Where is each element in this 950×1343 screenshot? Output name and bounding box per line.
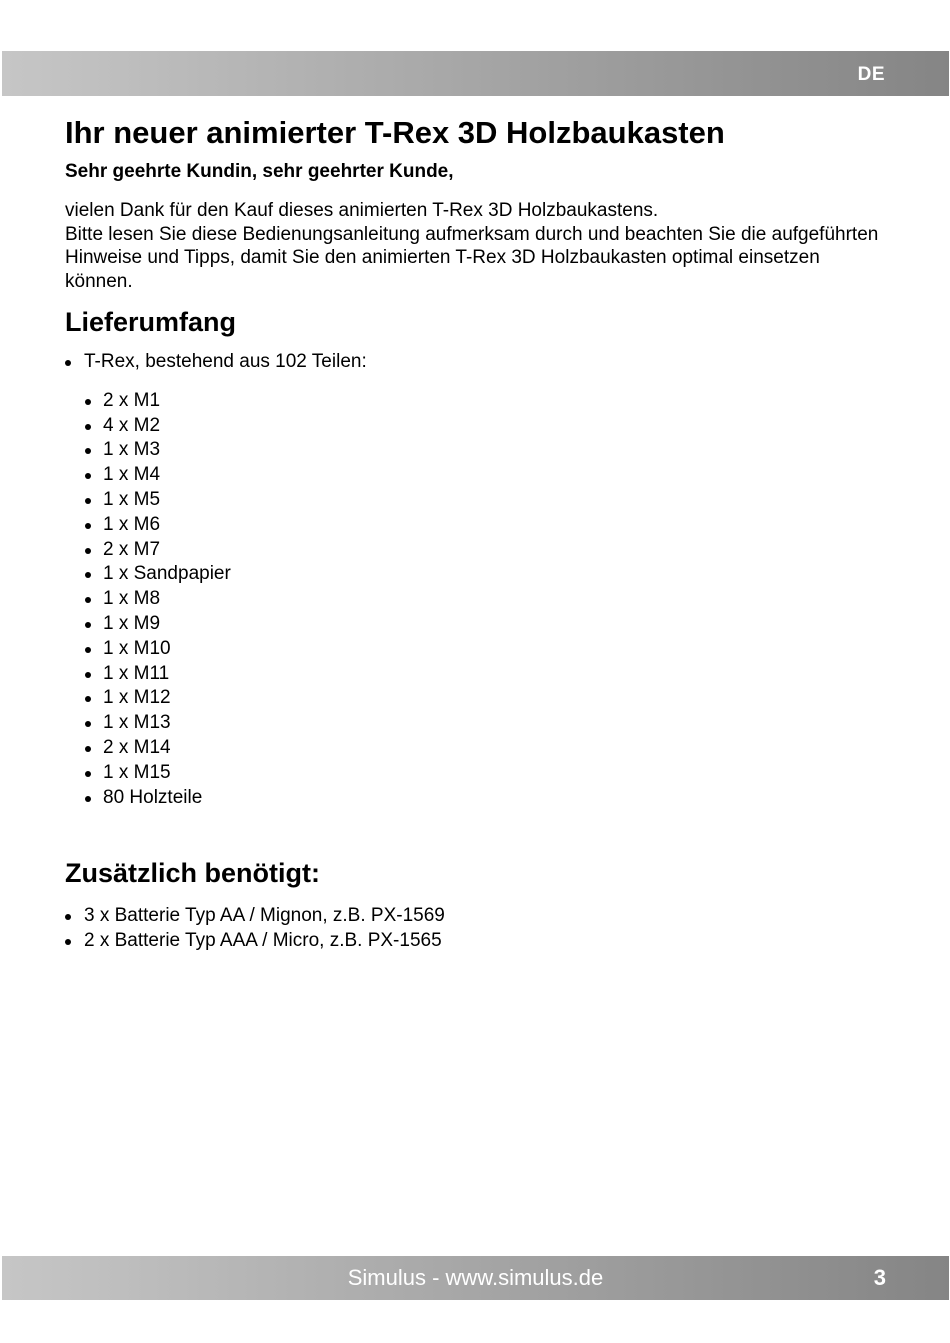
bullet-icon: [85, 672, 91, 678]
part-item: 80 Holzteile: [103, 786, 203, 808]
bullet-icon: [65, 939, 71, 945]
required-item: 2 x Batterie Typ AAA / Micro, z.B. PX-1565: [84, 930, 442, 952]
bullet-icon: [85, 721, 91, 727]
list-item: [65, 350, 885, 375]
bullet-icon: [85, 771, 91, 777]
bullet-icon: [85, 498, 91, 504]
list-item: [65, 463, 885, 488]
bullet-icon: [85, 746, 91, 752]
page-title: Ihr neuer animierter T-Rex 3D Holzbaukasten: [65, 115, 725, 150]
list-item: [65, 761, 885, 786]
footer-band: [2, 1256, 949, 1300]
part-item: 1 x M3: [103, 439, 161, 461]
part-item: 2 x M1: [103, 389, 161, 411]
delivery-main-item: T-Rex, bestehend aus 102 Teilen:: [84, 351, 367, 372]
list-item: [65, 711, 885, 736]
bullet-icon: [85, 647, 91, 653]
part-item: 1 x M15: [103, 761, 171, 783]
bullet-icon: [85, 448, 91, 454]
bullet-icon: [85, 548, 91, 554]
bullet-icon: [65, 360, 71, 366]
list-item: [65, 612, 885, 637]
list-item: [65, 637, 885, 662]
language-label: DE: [857, 64, 885, 85]
part-item: 2 x M14: [103, 736, 171, 758]
part-item: 1 x M12: [103, 687, 171, 709]
part-item: 1 x Sandpapier: [103, 563, 231, 585]
list-item: [65, 662, 885, 687]
list-item: [65, 587, 885, 612]
bullet-icon: [85, 696, 91, 702]
list-item: [65, 438, 885, 463]
list-item: [65, 414, 885, 439]
list-item: [65, 538, 885, 563]
page-number: 3: [873, 1265, 886, 1290]
footer-website: Simulus - www.simulus.de: [347, 1265, 604, 1290]
delivery-list: [65, 350, 885, 375]
required-item: 3 x Batterie Typ AA / Mignon, z.B. PX-1569: [84, 905, 445, 927]
list-item: [65, 562, 885, 587]
intro-text: [65, 199, 885, 293]
part-item: 1 x M6: [103, 513, 161, 535]
list-item: [65, 904, 885, 929]
part-item: 1 x M10: [103, 637, 171, 659]
salutation: Sehr geehrte Kundin, sehr geehrter Kunde,: [65, 161, 454, 182]
bullet-icon: [85, 424, 91, 430]
part-item: 1 x M8: [103, 588, 161, 610]
part-item: 1 x M9: [103, 612, 161, 634]
list-item: [65, 786, 885, 811]
bullet-icon: [85, 473, 91, 479]
intro-thanks: vielen Dank für den Kauf dieses animierten T-Rex 3D Holzbaukastens.: [65, 200, 659, 221]
part-item: 2 x M7: [103, 538, 161, 560]
bullet-icon: [85, 796, 91, 802]
bullet-icon: [85, 622, 91, 628]
bullet-icon: [85, 523, 91, 529]
bullet-icon: [85, 399, 91, 405]
part-item: 1 x M4: [103, 464, 161, 486]
list-item: [65, 686, 885, 711]
list-item: [65, 929, 885, 954]
part-item: 1 x M13: [103, 712, 171, 734]
bullet-icon: [85, 597, 91, 603]
part-item: 1 x M5: [103, 488, 161, 510]
header-band: [2, 51, 949, 96]
bullet-icon: [85, 572, 91, 578]
list-item: [65, 736, 885, 761]
part-item: 1 x M11: [103, 662, 170, 684]
required-heading: Zusätzlich benötigt:: [65, 858, 320, 889]
page-content: [65, 112, 885, 954]
intro-instructions: Bitte lesen Sie diese Bedienungsanleitung aufmerksam durch und beachten Sie die aufgeführten Hinweise und Tipps, damit Sie den animierten T-Rex 3D Holzbaukasten optimal einsetzen können.: [65, 223, 879, 292]
required-list: [65, 904, 885, 954]
part-item: 4 x M2: [103, 414, 161, 436]
delivery-heading: Lieferumfang: [65, 307, 237, 337]
list-item: [65, 389, 885, 414]
parts-list: [65, 389, 885, 811]
list-item: [65, 488, 885, 513]
bullet-icon: [65, 914, 71, 920]
list-item: [65, 513, 885, 538]
